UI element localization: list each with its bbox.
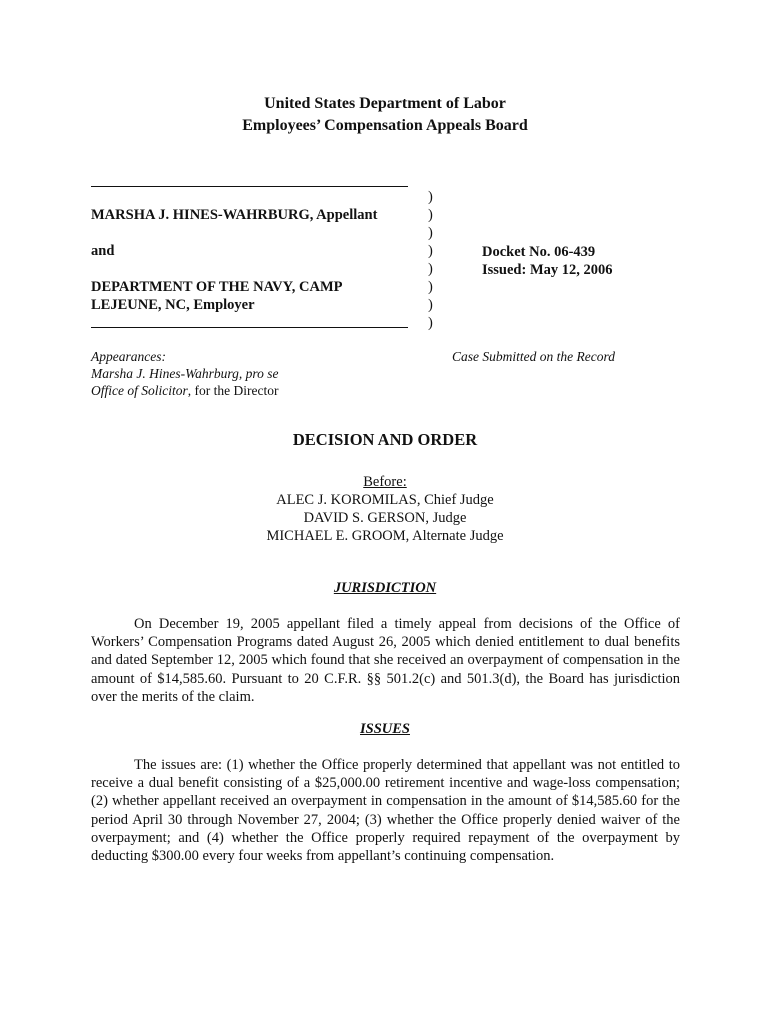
caption-paren: ) <box>428 315 433 331</box>
appearances-block <box>91 348 279 399</box>
caption-paren: ) <box>428 207 433 223</box>
appellant-representative: Marsha J. Hines-Wahrburg, pro se <box>91 366 279 381</box>
board-title: Employees’ Compensation Appeals Board <box>242 117 528 134</box>
judges-block <box>0 473 770 545</box>
employer-name-line1: DEPARTMENT OF THE NAVY, CAMP <box>91 279 343 295</box>
director-rep-suffix: , for the Director <box>187 383 279 398</box>
before-label: Before: <box>363 474 407 490</box>
jurisdiction-heading: JURISDICTION <box>333 580 437 596</box>
caption-paren: ) <box>428 297 433 313</box>
caption-and: and <box>91 243 115 259</box>
caption-paren: ) <box>428 261 433 277</box>
department-title: United States Department of Labor <box>264 95 506 112</box>
issued-date: Issued: May 12, 2006 <box>482 262 613 278</box>
appearances-label: Appearances: <box>91 349 166 364</box>
caption-rule-bottom <box>91 327 408 328</box>
caption-rule-top <box>91 186 408 187</box>
caption-paren: ) <box>428 279 433 295</box>
judge-name: MICHAEL E. GROOM, Alternate Judge <box>266 528 504 544</box>
caption-paren-column <box>428 188 433 332</box>
issues-paragraph: The issues are: (1) whether the Office properly determined that appellant was not entitled to receive a dual benefit consisting of a $25,000.00 retirement incentive and wage-loss compensation; (2) whether appellant received an overpayment in compensation in the amount of $14,585.60 for the period April 30 through November 27, 2004; (3) whether the Office properly denied waiver of the overpayment; and (4) whether the Office properly required repayment of the overpayment by deducting $300.00 every four weeks from appellant’s continuing compensation. <box>91 757 680 865</box>
issues-heading: ISSUES <box>360 721 410 737</box>
director-rep-name: Office of Solicitor <box>91 383 188 398</box>
judge-name: DAVID S. GERSON, Judge <box>303 510 467 526</box>
caption-paren: ) <box>428 189 433 205</box>
docket-number: Docket No. 06-439 <box>482 244 596 260</box>
employer-name-line2: LEJEUNE, NC, Employer <box>91 297 255 313</box>
caption-paren: ) <box>428 225 433 241</box>
caption-paren: ) <box>428 243 433 259</box>
decision-title: DECISION AND ORDER <box>292 430 478 449</box>
case-submitted-note: Case Submitted on the Record <box>452 349 615 364</box>
appellant-name: MARSHA J. HINES-WAHRBURG, Appellant <box>91 207 378 223</box>
jurisdiction-paragraph: On December 19, 2005 appellant filed a timely appeal from decisions of the Office of Workers’ Compensation Programs dated August 26, 2005 which denied entitlement to dual benefits and dated September 12, 2005 which found that she received an overpayment of compensation in the amount of $14,585.60. Pursuant to 20 C.F.R. §§ 501.2(c) and 501.3(d), the Board has jurisdiction over the merits of the claim. <box>91 616 680 705</box>
director-representative <box>91 382 279 399</box>
judge-name: ALEC J. KOROMILAS, Chief Judge <box>276 492 494 508</box>
